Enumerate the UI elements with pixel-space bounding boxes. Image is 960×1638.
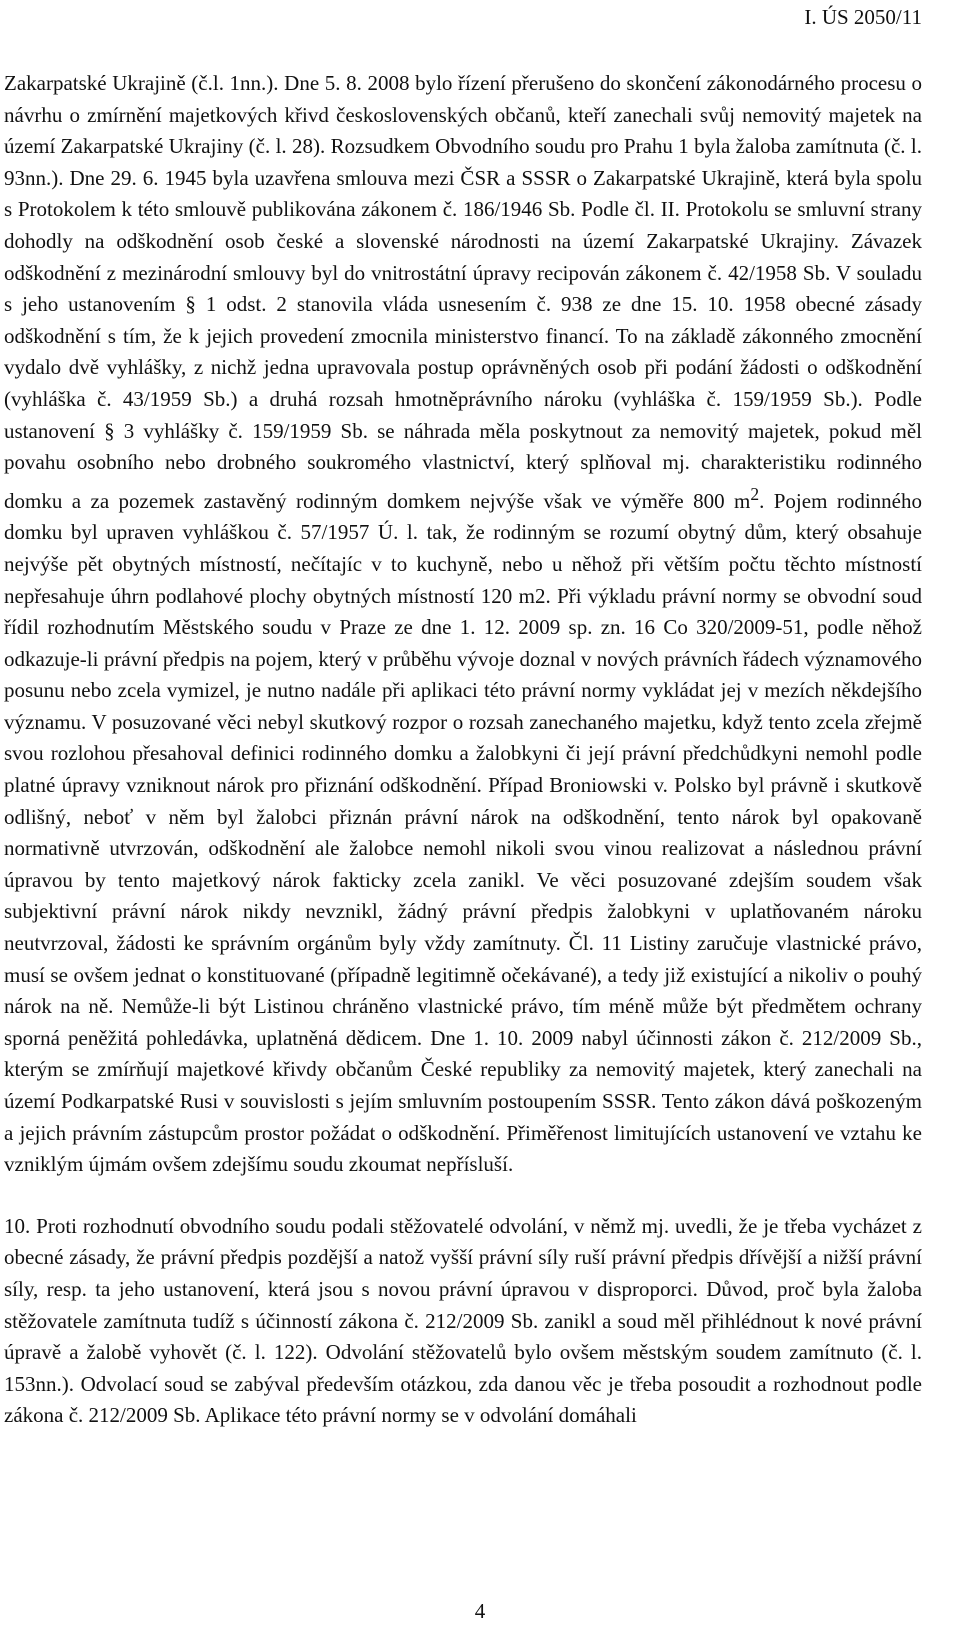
paragraph-10: 10. Proti rozhodnutí obvodního soudu podali stěžovatelé odvolání, v němž mj. uvedli, že je třeba vycházet z obecné zásady, že právní předpis pozdější a natož vyšší právní síly ruší právní předpis dřívější a nižší právní síly, resp. ta jeho ustanovení, která jsou s novou právní úpravou v disproporci. Důvod, proč byla žaloba stěžovatele zamítnuta tudíž s účinností zákona č. 212/2009 Sb. zanikl a soud měl přihlédnout k nové právní úpravě a žalobě vyhovět (č. l. 122). Odvolání stěžovatelů bylo ovšem městským soudem zamítnuto (č. l. 153nn.). Odvolací soud se zabýval především otázkou, zda danou věc je třeba posoudit a rozhodnout podle zákona č. 212/2009 Sb. Aplikace této právní normy se v odvolání domáhali	[4, 1213, 922, 1428]
paragraph-text: Zakarpatské Ukrajině (č.l. 1nn.). Dne 5. 8. 2008 bylo řízení přerušeno do skončení zákonodárného procesu o návrhu o zmírnění majetkových křivd československých občanů, kteří zanechali svůj nemovitý majetek na území Zakarpatské Ukrajiny (č. l. 28). Rozsudkem Obvodního soudu pro Prahu 1 byla žaloba zamítnuta (č. l. 93nn.). Dne 29. 6. 1945 byla uzavřena smlouva mezi ČSR a SSSR o Zakarpatské Ukrajině, která byla spolu s Protokolem k této smlouvě publikována zákonem č. 186/1946 Sb. Podle čl. II. Protokolu se smluvní strany dohodly na odškodnění osob české a slovenské národnosti na území Zakarpatské Ukrajiny. Závazek odškodnění z mezinárodní smlouvy byl do vnitrostátní úpravy recipován zákonem č. 42/1958 Sb. V souladu s jeho ustanovením § 1 odst. 2 stanovila vláda usnesením č. 938 ze dne 15. 10. 1958 obecné zásady odškodnění s tím, že k jejich provedení zmocnila ministerstvo financí. To na základě zákonného zmocnění vydalo dvě vyhlášky, z nichž jedna upravovala postup oprávněných osob při podání žádosti o odškodnění (vyhláška č. 43/1959 Sb.) a druhá rozsah hmotněprávního nároku (vyhláška č. 159/1959 Sb.). Podle ustanovení § 3 vyhlášky č. 159/1959 Sb. se náhrada měla poskytnout za nemovitý majetek, pokud měl povahu osobního nebo drobného soukromého vlastnictví, který splňoval mj. charakteristiku rodinného domku a za pozemek zastavěný rodinným domkem nejvýše však ve výměře 800 m	[4, 71, 922, 513]
superscript: 2	[750, 483, 760, 504]
paragraph-text-continued: . Pojem rodinného domku byl upraven vyhláškou č. 57/1957 Ú. l. tak, že rodinným se rozumí obytný dům, který obsahuje nejvýše pět obytných místností, nečítajíc v to kuchyně, nebo u něhož při větším počtu těchto místností nepřesahuje úhrn podlahové plochy obytných místností 120 m2. Při výkladu právní normy se obvodní soud řídil rozhodnutím Městského soudu v Praze ze dne 1. 12. 2009 sp. zn. 16 Co 320/2009-51, podle něhož odkazuje-li právní předpis na pojem, který v průběhu vývoje doznal v nových právních řádech významového posunu nebo zcela vymizel, je nutno nadále při aplikaci této právní normy vykládat jej v mezích někdejšího významu. V posuzované věci nebyl skutkový rozpor o rozsah zanechaného majetku, když tento zcela zřejmě svou rozlohou přesahoval definici rodinného domku a žalobkyni či její právní předchůdkyni nemohl podle platné úpravy vzniknout nárok pro přiznání odškodnění. Případ Broniowski v. Polsko byl právně i skutkově odlišný, neboť v něm byl žalobci přiznán právní nárok na odškodnění, tento nárok byl opakovaně normativně utvrzován, odškodnění ale žalobce nemohl nikoli svou vinou realizovat a následnou právní úpravou by tento majetkový nárok fakticky zcela zanikl. Ve věci posuzované zdejším soudem však subjektivní právní nárok nikdy nevznikl, žádný právní předpis žalobkyni v uplatňovaném nároku neutvrzoval, žádosti ke správním orgánům byly vždy zamítnuty. Čl. 11 Listiny zaručuje vlastnické právo, musí se ovšem jednat o konstituované (případně legitimně očekávané), a tedy již existující a nikoliv o pouhý nárok na ně. Nemůže-li být Listinou chráněno vlastnické právo, tím méně může být předmětem ochrany sporná peněžitá pohledávka, uplatněná dědicem. Dne 1. 10. 2009 nabyl účinnosti zákon č. 212/2009 Sb., kterým se zmírňují majetkové křivdy občanům České republiky za nemovitý majetek, který zanechali na území Podkarpatské Rusi v souvislosti s jejím smluvním postoupením SSSR. Tento zákon dává poškozeným a jejich právním zástupcům prostor požádat o odškodnění. Přiměřenost limitujících ustanovení ve vztahu ke vzniklým újmám ovšem zdejšímu soudu zkoumat nepřísluší.	[4, 488, 922, 1177]
case-reference: I. ÚS 2050/11	[804, 5, 922, 29]
paragraph	[4, 68, 922, 1181]
document-body	[4, 68, 922, 1432]
page-number: 4	[474, 1599, 486, 1623]
